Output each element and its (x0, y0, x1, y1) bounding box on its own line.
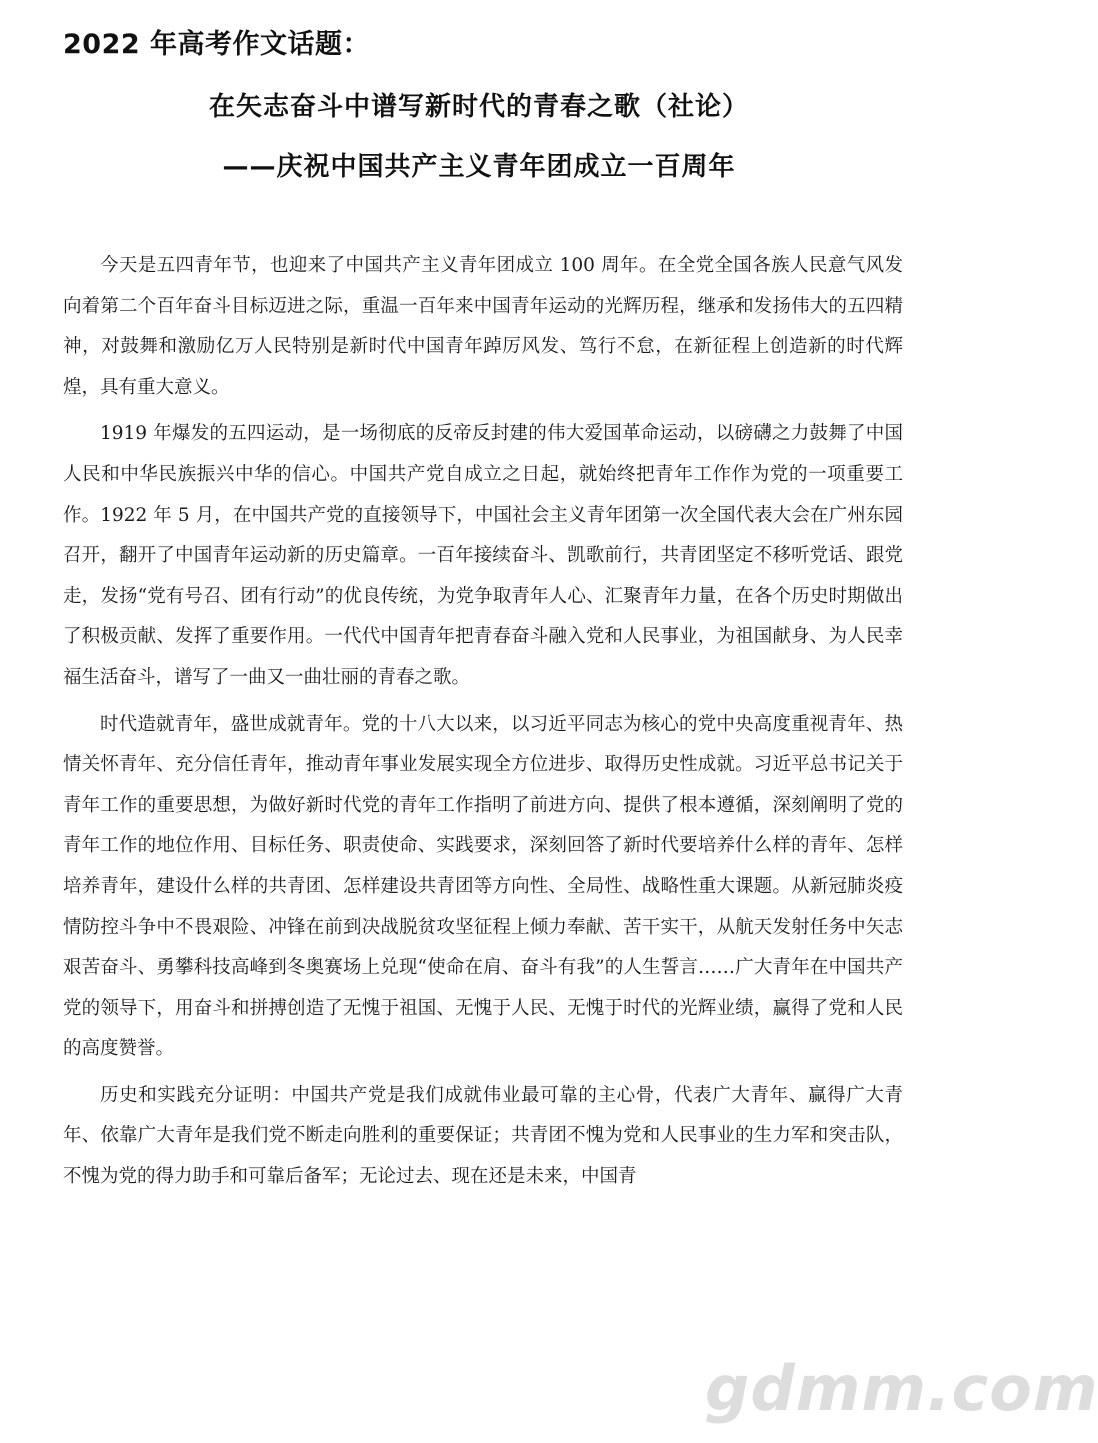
site-watermark: gdmm.com (705, 1352, 1098, 1425)
paragraph: 时代造就青年，盛世成就青年。党的十八大以来，以习近平同志为核心的党中央高度重视青年、热情关怀青年、充分信任青年，推动青年事业发展实现全方位进步、取得历史性成就。习近平总书记关于青年工作的重要思想，为做好新时代党的青年工作指明了前进方向、提供了根本遵循，深刻阐明了党的青年工作的地位作用、目标任务、职责使命、实践要求，深刻回答了新时代要培养什么样的青年、怎样培养青年，建设什么样的共青团、怎样建设共青团等方向性、全局性、战略性重大课题。从新冠肺炎疫情防控斗争中不畏艰险、冲锋在前到决战脱贫攻坚征程上倾力奉献、苦干实干，从航天发射任务中矢志艰苦奋斗、勇攀科技高峰到冬奥赛场上兑现“使命在肩、奋斗有我”的人生誓言……广大青年在中国共产党的领导下，用奋斗和拼搏创造了无愧于祖国、无愧于人民、无愧于时代的光辉业绩，赢得了党和人民的高度赞誉。 (63, 713, 903, 1060)
article-body (63, 246, 903, 1204)
paragraph: 今天是五四青年节，也迎来了中国共产主义青年团成立 100 周年。在全党全国各族人民意气风发向着第二个百年奋斗目标迈进之际，重温一百年来中国青年运动的光辉历程，继承和发扬伟大的五四精神，对鼓舞和激励亿万人民特别是新时代中国青年踔厉风发、笃行不怠，在新征程上创造新的时代辉煌，具有重大意义。 (63, 255, 903, 398)
article-subtitle: ——庆祝中国共产主义青年团成立一百周年 (222, 152, 736, 182)
paragraph: 1919 年爆发的五四运动，是一场彻底的反帝反封建的伟大爱国革命运动，以磅礴之力鼓舞了中国人民和中华民族振兴中华的信心。中国共产党自成立之日起，就始终把青年工作作为党的一项重要工作。1922 年 5 月，在中国共产党的直接领导下，中国社会主义青年团第一次全国代表大会在广州东园召开，翻开了中国青年运动新的历史篇章。一百年接续奋斗、凯歌前行，共青团坚定不移听党话、跟党走，发扬“党有号召、团有行动”的优良传统，为党争取青年人心、汇聚青年力量，在各个历史时期做出了积极贡献、发挥了重要作用。一代代中国青年把青春奋斗融入党和人民事业，为祖国献身、为人民幸福生活奋斗，谱写了一曲又一曲壮丽的青春之歌。 (63, 423, 903, 688)
paragraph: 历史和实践充分证明：中国共产党是我们成就伟业最可靠的主心骨，代表广大青年、赢得广大青年、依靠广大青年是我们党不断走向胜利的重要保证；共青团不愧为党和人民事业的生力军和突击队，不愧为党的得力助手和可靠后备军；无论过去、现在还是未来，中国青 (63, 1084, 903, 1188)
topic-heading: 2022 年高考作文话题： (63, 29, 371, 60)
article-title: 在矢志奋斗中谱写新时代的青春之歌（社论） (208, 92, 749, 122)
